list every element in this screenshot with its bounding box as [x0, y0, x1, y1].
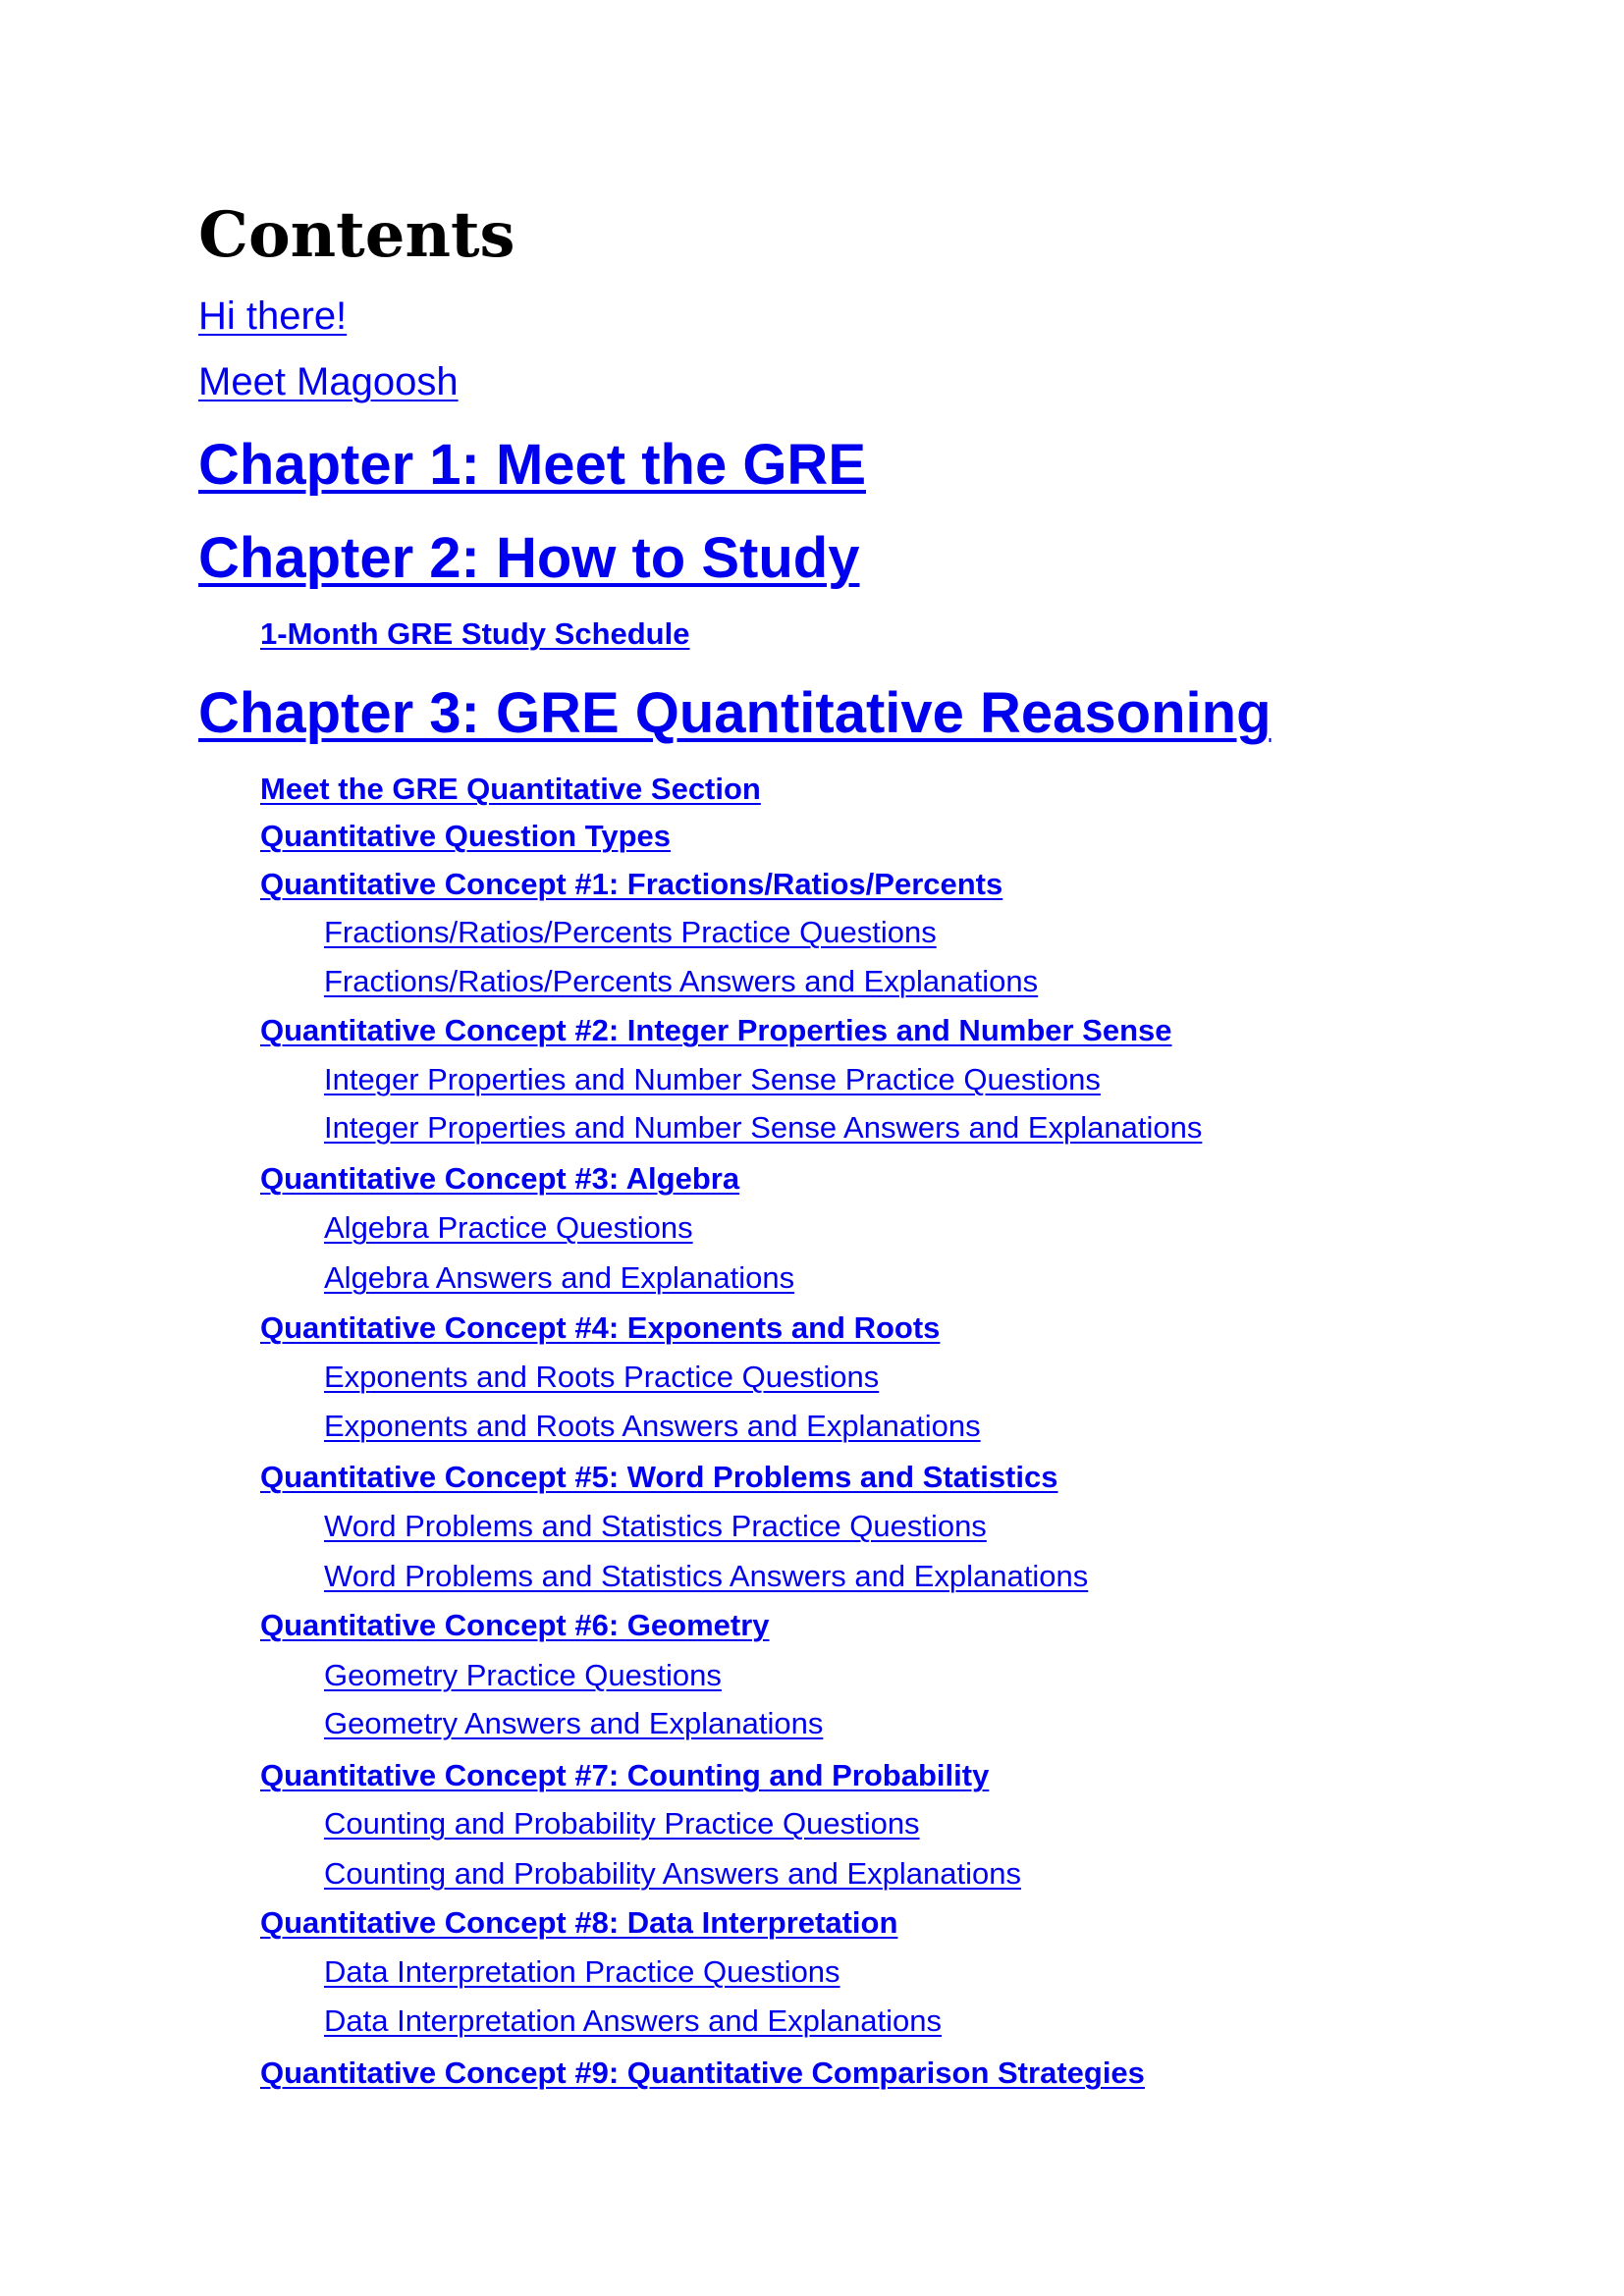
toc-entry-sub[interactable]: Algebra Practice Questions — [324, 1210, 693, 1245]
toc-entry-section[interactable]: Quantitative Concept #2: Integer Properties and Number Sense — [260, 1013, 1172, 1047]
toc-entry-section[interactable]: Quantitative Question Types — [260, 819, 672, 853]
toc-entry-sub[interactable]: Counting and Probability Answers and Explanations — [324, 1856, 1022, 1891]
toc-entry-plain[interactable]: Hi there! — [198, 294, 348, 338]
toc-entry-sub[interactable]: Algebra Answers and Explanations — [324, 1260, 795, 1295]
toc-entry-sub[interactable]: Data Interpretation Practice Questions — [324, 1954, 840, 1989]
toc-entry-sub[interactable]: Fractions/Ratios/Percents Answers and Explanations — [324, 964, 1039, 998]
toc-entry-chapter[interactable]: Chapter 2: How to Study — [198, 526, 860, 590]
toc-entry-sub[interactable]: Word Problems and Statistics Answers and Explanations — [324, 1559, 1089, 1593]
toc-entry-section[interactable]: Quantitative Concept #6: Geometry — [260, 1608, 770, 1642]
toc-entry-section[interactable]: Quantitative Concept #5: Word Problems and Statistics — [260, 1460, 1058, 1494]
toc-entry-sub[interactable]: Exponents and Roots Answers and Explanations — [324, 1409, 981, 1443]
toc-entry-plain[interactable]: Meet Magoosh — [198, 360, 459, 403]
toc-entry-sub[interactable]: Counting and Probability Practice Questions — [324, 1806, 920, 1841]
toc-entry-section[interactable]: Quantitative Concept #1: Fractions/Ratios/Percents — [260, 867, 1003, 901]
toc-entry-sub[interactable]: Exponents and Roots Practice Questions — [324, 1360, 880, 1394]
toc-entry-section[interactable]: Quantitative Concept #4: Exponents and Roots — [260, 1310, 941, 1345]
toc-entry-chapter[interactable]: Chapter 3: GRE Quantitative Reasoning — [198, 681, 1272, 745]
toc-entry-sub[interactable]: Word Problems and Statistics Practice Questions — [324, 1509, 987, 1543]
toc-entry-section[interactable]: Quantitative Concept #8: Data Interpretation — [260, 1905, 898, 1940]
toc-entry-section[interactable]: 1-Month GRE Study Schedule — [260, 616, 690, 651]
toc-entry-sub[interactable]: Integer Properties and Number Sense Practice Questions — [324, 1062, 1101, 1096]
toc-entry-chapter[interactable]: Chapter 1: Meet the GRE — [198, 433, 866, 497]
toc-entry-section[interactable]: Quantitative Concept #7: Counting and Probability — [260, 1758, 990, 1792]
toc-entry-section[interactable]: Quantitative Concept #9: Quantitative Comparison Strategies — [260, 2056, 1145, 2090]
toc-entry-sub[interactable]: Fractions/Ratios/Percents Practice Questions — [324, 915, 937, 949]
toc-entry-sub[interactable]: Geometry Practice Questions — [324, 1658, 722, 1692]
toc-entry-sub[interactable]: Integer Properties and Number Sense Answers and Explanations — [324, 1110, 1203, 1145]
toc-entry-section[interactable]: Quantitative Concept #3: Algebra — [260, 1161, 740, 1196]
toc-entry-sub[interactable]: Data Interpretation Answers and Explanations — [324, 2003, 942, 2038]
page-title: Contents — [198, 198, 515, 272]
toc-entry-section[interactable]: Meet the GRE Quantitative Section — [260, 772, 761, 806]
toc-entry-sub[interactable]: Geometry Answers and Explanations — [324, 1706, 824, 1740]
